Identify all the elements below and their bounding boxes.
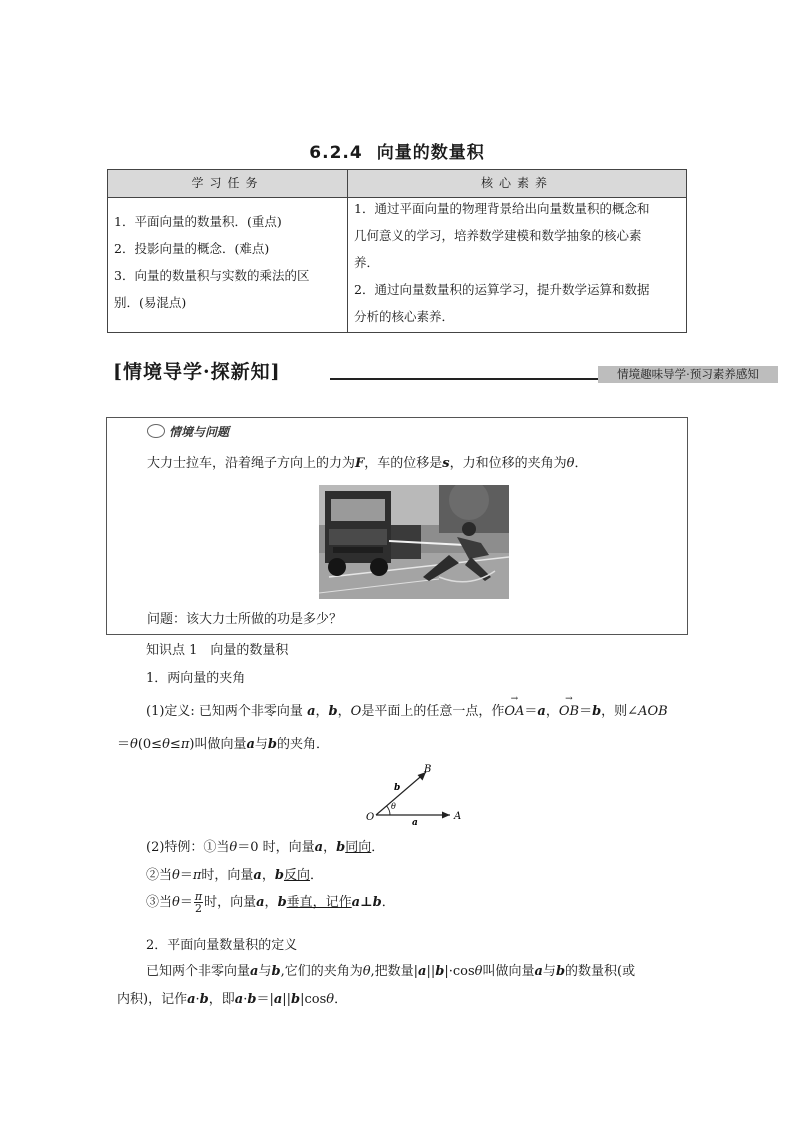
col-header-tasks: 学习任务 bbox=[191, 176, 264, 190]
task-item: 3．向量的数量积与实数的乘法的区 bbox=[114, 268, 310, 283]
literacy-line: 2．通过向量数量积的运算学习，提升数学运算和数据 bbox=[354, 282, 650, 297]
table-header-row bbox=[108, 170, 686, 198]
angle-figure bbox=[360, 760, 470, 826]
scenario-badge-label: 情境与问题 bbox=[169, 425, 230, 439]
task-item: 2．投影向量的概念．(难点) bbox=[114, 241, 270, 256]
tasks-cell bbox=[114, 208, 344, 316]
table-divider bbox=[347, 170, 348, 332]
definition-line2: ＝θ(0≤θ≤π)叫做向量a与b的夹角． bbox=[117, 737, 330, 752]
section-heading: [情境导学·探新知] bbox=[113, 361, 281, 383]
literacy-line: 1．通过平面向量的物理背景给出向量数量积的概念和 bbox=[354, 201, 650, 216]
task-item: 别．(易混点) bbox=[114, 295, 187, 310]
section-title: 向量的数量积 bbox=[376, 143, 485, 163]
label-theta: θ bbox=[391, 802, 396, 811]
label-b: b bbox=[394, 783, 401, 793]
label-B: B bbox=[424, 764, 432, 775]
subheading-angle: 1．两向量的夹角 bbox=[146, 671, 246, 686]
label-A: A bbox=[454, 811, 462, 822]
literacy-line: 几何意义的学习，培养数学建模和数学抽象的核心素 bbox=[354, 228, 642, 243]
section-number: 6.2.4 bbox=[309, 143, 363, 163]
knowledge-heading: 知识点 1 向量的数量积 bbox=[146, 643, 289, 658]
scenario-badge bbox=[147, 423, 229, 440]
learning-task-table bbox=[107, 169, 687, 333]
section-tag: 情境趣味导学·预习素养感知 bbox=[598, 366, 778, 383]
special-case-3: ③当θ＝ $\frac{\pi}{2}$ 时，向量a，b垂直，记作a⊥b． bbox=[146, 890, 395, 915]
page-title bbox=[0, 138, 794, 163]
scenario-question: 问题：该大力士所做的功是多少？ bbox=[147, 612, 343, 627]
dot-product-definition-line1: 已知两个非零向量a与b,它们的夹角为θ,把数量|a||b|·cosθ叫做向量a与b的数量积(或 bbox=[146, 964, 636, 979]
label-O: O bbox=[366, 812, 375, 823]
subheading-dot-product: 2．平面向量数量积的定义 bbox=[146, 938, 298, 953]
special-case-1: (2)特例：①当θ＝0 时，向量a，b同向． bbox=[146, 840, 385, 855]
literacy-line: 养． bbox=[354, 255, 380, 270]
strongman-truck-photo bbox=[319, 485, 509, 599]
section-rule bbox=[330, 378, 598, 380]
task-item: 1．平面向量的数量积．(重点) bbox=[114, 214, 282, 229]
col-header-literacy: 核心素养 bbox=[480, 176, 553, 190]
definition-line1: (1)定义: 已知两个非零向量 a，b，O是平面上的任意一点，作→ OA＝a，→ OB＝b，则∠AOB bbox=[146, 700, 668, 719]
fraction-pi-over-2: $\frac{\pi}{2}$ bbox=[194, 890, 203, 915]
literacy-line: 分析的核心素养． bbox=[354, 309, 455, 324]
scenario-box bbox=[106, 417, 688, 635]
special-case-2: ②当θ＝π时，向量a，b反向． bbox=[146, 868, 323, 883]
literacy-cell bbox=[354, 195, 686, 330]
scenario-icon bbox=[147, 424, 165, 438]
label-a: a bbox=[412, 818, 418, 826]
dot-product-definition-line2: 内积)，记作a·b，即a·b＝|a||b|cosθ． bbox=[117, 992, 348, 1007]
scenario-text: 大力士拉车，沿着绳子方向上的力为F，车的位移是s，力和位移的夹角为θ． bbox=[147, 456, 588, 471]
